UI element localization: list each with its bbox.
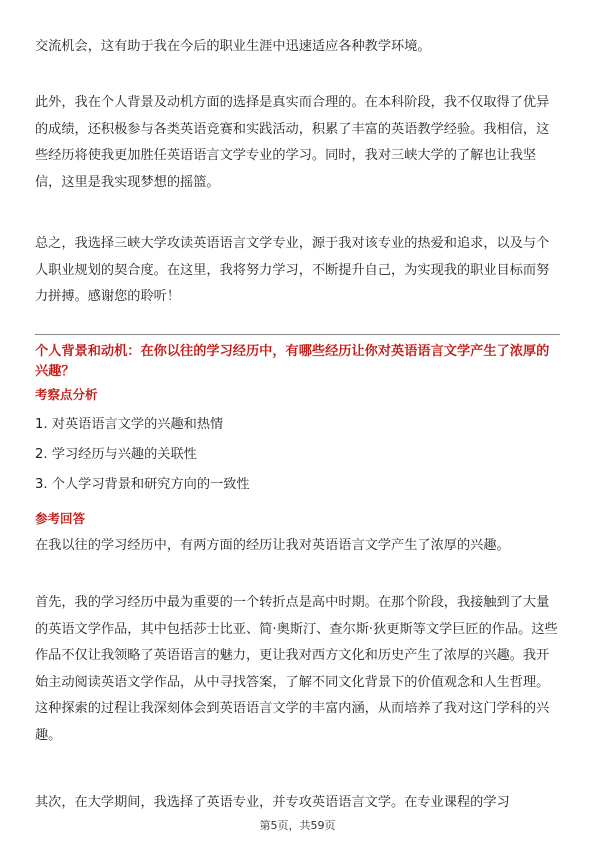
page-footer: 第5页，共59页 xyxy=(259,819,336,832)
analysis-item-2: 2. 学习经历与兴趣的关联性 xyxy=(35,447,197,462)
answer-paragraph-first: 首先，我的学习经历中最为重要的一个转折点是高中时期。在那个阶段，我接触到了大量的英语文学作品，其中包括莎士比亚、简·奥斯汀、查尔斯·狄更斯等文学巨匠的作品。这些作品不仅让我领略了英语语言的魅力，更让我对西方文化和历史产生了浓厚的兴趣。我开始主动阅读英语文学作品，从中寻找答案，了解不同文化背景下的价值观念和人生哲理。这种探索的过程让我深刻体会到英语语言文学的丰富内涵，从而培养了我对这门学科的兴趣。 xyxy=(35,595,558,743)
answer-paragraph-intro: 在我以往的学习经历中，有两方面的经历让我对英语语言文学产生了浓厚的兴趣。 xyxy=(35,538,510,553)
paragraph-background-motivation: 此外，我在个人背景及动机方面的选择是真实而合理的。在本科阶段，我不仅取得了优异的成绩，还积极参与各类英语竞赛和实践活动，积累了丰富的英语教学经验。我相信，这些经历将使我更加胜任英语语言文学专业的学习。同时，我对三峡大学的了解也让我坚信，这里是我实现梦想的摇篮。 xyxy=(35,95,550,190)
analysis-item-1: 1. 对英语语言文学的兴趣和热情 xyxy=(35,417,224,432)
answer-paragraph-second: 其次，在大学期间，我选择了英语专业，并专攻英语语言文学。在专业课程的学习 xyxy=(35,795,510,810)
answer-heading: 参考回答 xyxy=(35,511,86,526)
paragraph-conclusion: 总之，我选择三峡大学攻读英语语言文学专业，源于我对该专业的热爱和追求，以及与个人职业规划的契合度。在这里，我将努力学习，不断提升自己，为实现我的职业目标而努力拼搏。感谢您的聆听！ xyxy=(35,236,550,304)
paragraph-intro-continuation: 交流机会，这有助于我在今后的职业生涯中迅速适应各种教学环境。 xyxy=(35,39,431,54)
section-divider xyxy=(35,334,560,335)
question-heading: 个人背景和动机：在你以往的学习经历中，有哪些经历让你对英语语言文学产生了浓厚的兴趣？ xyxy=(35,344,550,379)
analysis-heading: 考察点分析 xyxy=(35,387,98,402)
analysis-item-3: 3. 个人学习背景和研究方向的一致性 xyxy=(35,477,250,492)
